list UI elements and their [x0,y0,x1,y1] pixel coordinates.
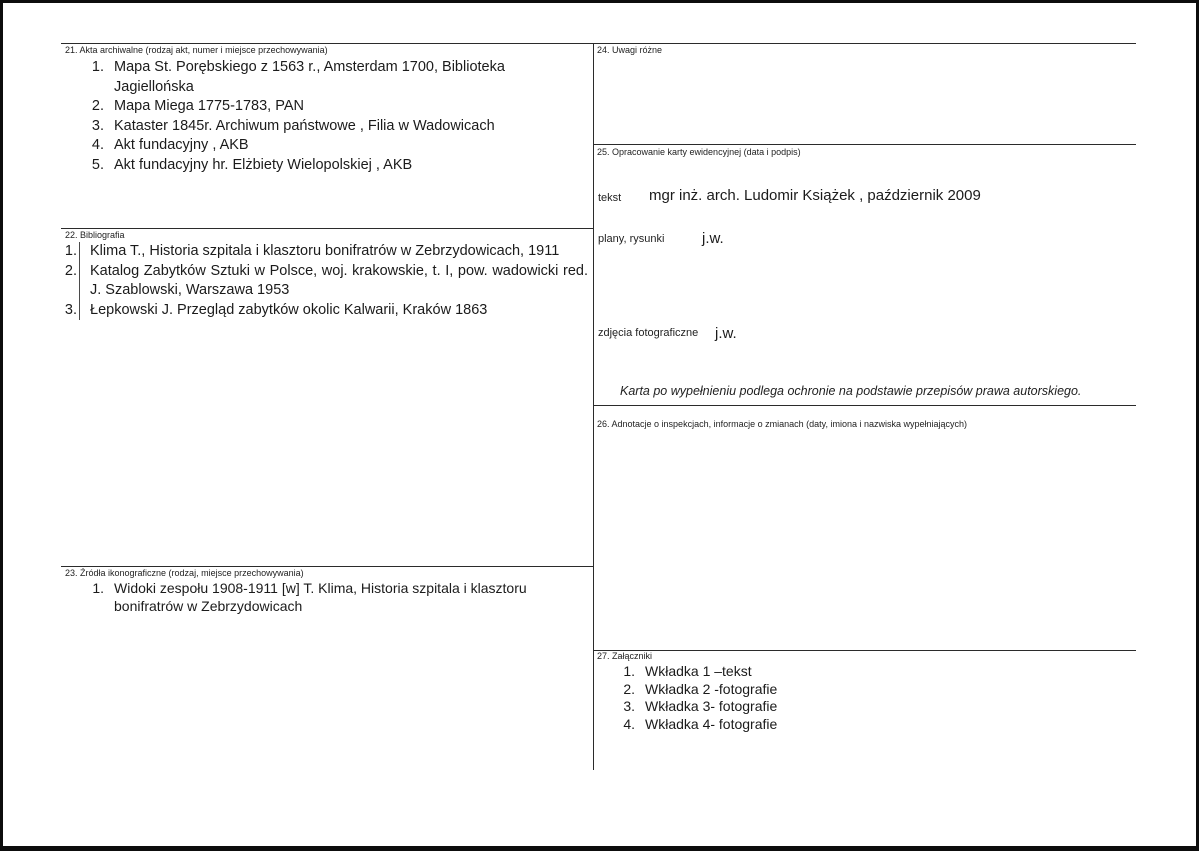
sec23-item-text: Widoki zespołu 1908-1911 [w] T. Klima, Historia szpitala i klasztoru bonifratrów w Zebrzydowicach [114,580,527,614]
scan-edge-left [0,0,3,851]
sec22-item-number: 1. [64,243,77,259]
rule-top [61,43,1136,44]
sec21-item-text: Mapa St. Porębskiego z 1563 r., Amsterdam 1700, Biblioteka Jagiellońska [114,59,505,95]
sec21-item-text: Kataster 1845r. Archiwum państwowe , Filia w Wadowicach [114,117,495,134]
sec25-plany-label: plany, rysunki [598,233,665,245]
rule-sec25 [593,144,1136,145]
sec26-header: 26. Adnotacje o inspekcjach, informacje o zmianach (daty, imiona i nazwiska wypełniających) [597,419,968,429]
sec25-plany-value: j.w. [702,230,724,247]
sec21-item-number: 5. [91,156,104,173]
sec22-item [64,301,588,321]
sec23-list [90,579,570,615]
sec27-item-number: 4. [623,715,635,732]
sec21-item-text: Akt fundacyjny , AKB [114,137,249,153]
rule-sec22 [61,228,593,229]
sec22-item [64,242,588,262]
sec21-item [90,156,560,176]
sec21-item [90,97,560,117]
rule-center-vertical [593,43,594,770]
sec21-item [90,58,560,97]
sec21-item-number: 4. [91,137,104,153]
sec25-zdjecia-label: zdjęcia fotograficzne [598,327,699,339]
sec21-item-number: 2. [91,98,104,114]
sec27-item-number: 1. [623,663,635,679]
sec21-item-text: Mapa Miega 1775-1783, PAN [114,98,304,114]
sec22-item-text: Klima T., Historia szpitala i klasztoru bonifratrów w Zebrzydowicach, 1911 [79,242,588,262]
sec25-tekst-label: tekst [598,192,622,204]
sec27-item-text: Wkładka 4- fotografie [645,715,778,732]
sec25-copyright-note: Karta po wypełnieniu podlega ochronie na podstawie przepisów prawa autorskiego. [620,384,1082,398]
sec22-item-number: 2. [64,262,77,279]
sec25-header: 25. Opracowanie karty ewidencyjnej (data i podpis) [597,147,801,157]
sec27-item-text: Wkładka 2 -fotografie [645,680,778,697]
sec21-item [90,117,560,137]
sec27-item [621,681,921,699]
sec22-item-text: Katalog Zabytków Sztuki w Polsce, woj. krakowskie, t. I, pow. wadowicki red. J. Szablowski, Warszawa 1953 [79,262,588,301]
scan-edge-top [0,0,1199,3]
sec25-zdjecia-value: j.w. [715,325,737,342]
sec23-item-number: 1. [92,580,104,596]
sec23-item [90,579,570,615]
sec22-item-text: Łepkowski J. Przegląd zabytków okolic Kalwarii, Kraków 1863 [79,301,588,321]
sec25-tekst-value: mgr inż. arch. Ludomir Książek , październik 2009 [649,187,981,204]
sec27-item [621,663,921,681]
rule-sec26 [593,405,1136,406]
rule-sec27 [593,650,1136,651]
rule-sec23 [61,566,593,567]
sec21-list [90,58,560,175]
sec21-header: 21. Akta archiwalne (rodzaj akt, numer i miejsce przechowywania) [65,45,328,55]
sec21-item-number: 3. [91,117,104,134]
sec27-header: 27. Załączniki [597,651,653,661]
sec22-item [64,262,588,301]
sec21-item-text: Akt fundacyjny hr. Elżbiety Wielopolskiej , AKB [114,156,413,173]
scan-edge-bottom [0,846,1199,851]
sec27-list [621,663,921,733]
sec21-item-number: 1. [91,59,104,75]
sec27-item [621,716,921,734]
sec21-item [90,136,560,156]
sec24-header: 24. Uwagi różne [597,45,663,55]
sec27-item-number: 2. [623,680,635,697]
sec27-item-number: 3. [623,698,635,714]
sec22-item-number: 3. [64,301,77,318]
sec23-header: 23. Źródła ikonograficzne (rodzaj, miejsce przechowywania) [65,568,304,578]
sec22-list [64,242,588,320]
sec22-header: 22. Bibliografia [65,230,125,240]
sec27-item [621,698,921,716]
sec27-item-text: Wkładka 3- fotografie [645,698,778,714]
sec27-item-text: Wkładka 1 –tekst [645,663,752,679]
